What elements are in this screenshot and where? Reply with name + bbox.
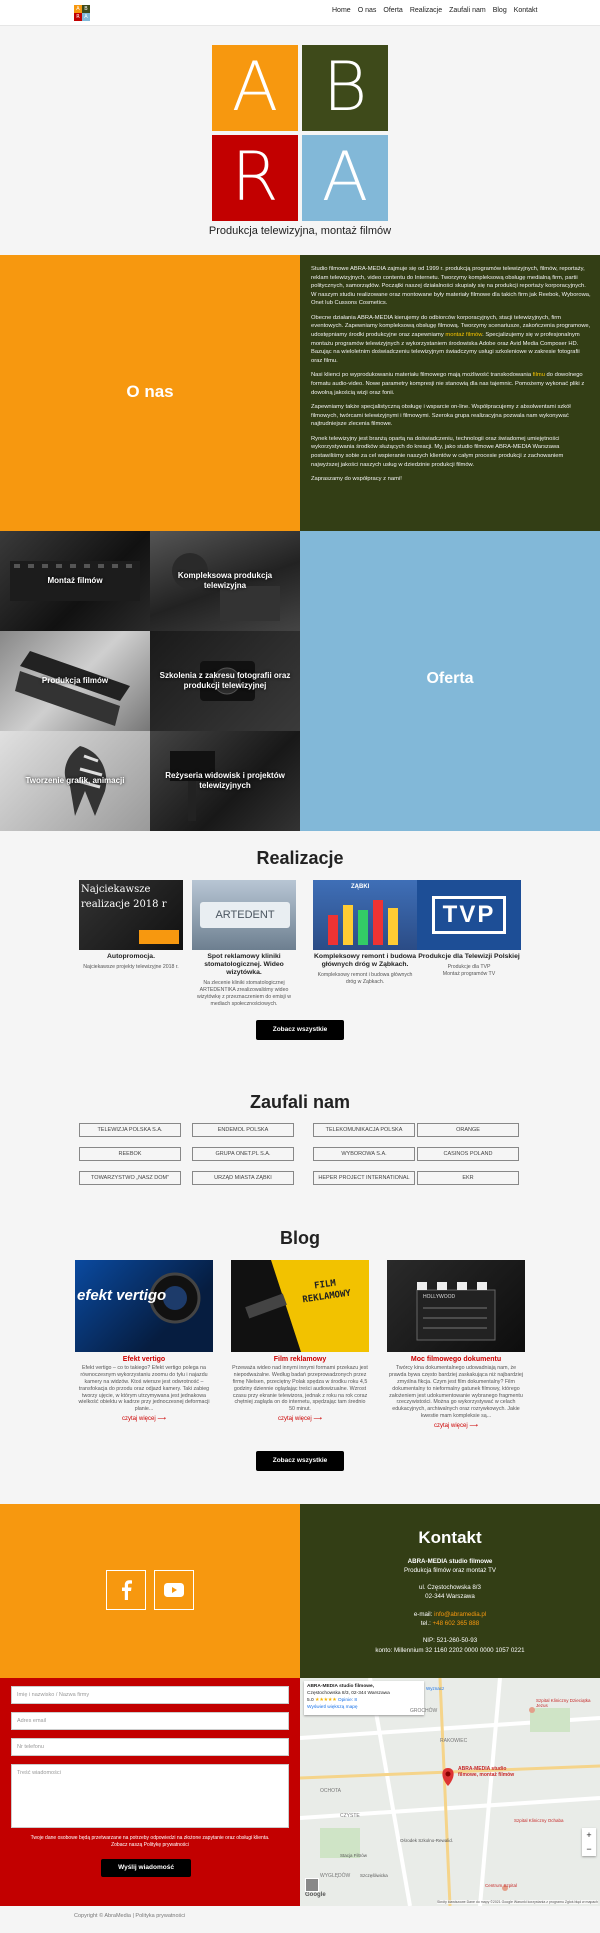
map-label: WYGLĘDÓW — [320, 1873, 351, 1879]
privacy-policy-link[interactable]: Zobacz naszą Politykę prywatności — [111, 1842, 189, 1848]
realizacja-desc: Najciekawsze projekty telewizyjne 2018 r. — [83, 964, 179, 971]
blog-post-title[interactable]: Moc filmowego dokumentu — [410, 1356, 502, 1363]
blog-post-excerpt: Twórcy kina dokumentalnego udowadniają nam, że prawda bywa często bardziej zaskakująca niż najbardziej zmyślna fikcja. Czym jest film dokumentalny? Film dokumentalny to nieformalny gatunek filmowy, którego założeniem jest udokumentowanie wybranego fragmentu rzeczywistości. Można go wykorzystywać w celach edukacyjnych, archiwalnych oraz rozrywkowych. Jakie kwestie mam kompleksie są... — [389, 1365, 523, 1420]
read-more-link[interactable]: czytaj więcej ⟶ — [434, 1423, 478, 1429]
onas-paragraph-4: Zapewniamy także specjalistyczną obsługę i wsparcie on-line. Współpracujemy z absolwentami szkół filmowych, twórcami telewizyjnymi i filmowymi. Szeroka grupa realizacyjna pozwala nam wykonywać najtrudniejsze zlecenia filmowe. — [311, 404, 571, 428]
blog-post-title[interactable]: Film reklamowy — [273, 1356, 327, 1363]
phone-row — [300, 1619, 600, 1628]
realizacja-image — [417, 880, 521, 950]
blog-image — [75, 1260, 213, 1352]
map-label: CZYSTE — [340, 1813, 360, 1819]
blog-image — [387, 1260, 525, 1352]
nav-item-oferta[interactable]: Oferta — [383, 7, 403, 14]
google-logo: Google — [305, 1892, 326, 1898]
facebook-icon — [119, 1580, 133, 1600]
onas-paragraph-6: Zapraszamy do współpracy z nami! — [311, 476, 402, 483]
oferta-tile-produkcja-tv[interactable] — [150, 531, 300, 631]
onas-p2-text-b: . Specjalizujemy się w profesjonalnym montażu programów telewizyjnych z wykorzystaniem środowiska Adobe oraz Avid Media Composer HD. Bazując na wieloletnim doświadczeniu telewizyjnym świadczymy usługi szkoleniowe w zakresie fotografii oraz filmu. — [311, 332, 580, 364]
realizacja-desc: Produkcje dla TVP Montaż programów TV — [442, 964, 496, 977]
map-card-title: ABRA-MEDIA studio filmowe, — [307, 1684, 374, 1689]
blog-see-all-button[interactable]: Zobacz wszystkie — [256, 1451, 344, 1471]
zaufali-title: Zaufali nam — [249, 1092, 351, 1112]
nav-logo[interactable] — [74, 5, 90, 22]
stars-icon: ★★★★★ — [315, 1697, 337, 1703]
map-rating-row — [307, 1698, 421, 1705]
read-more-link[interactable]: czytaj więcej ⟶ — [278, 1416, 322, 1423]
nav-item-o-nas[interactable]: O nas — [357, 7, 377, 14]
realizacja-image-text: Najciekawsze realizacje 2018 r — [81, 884, 167, 910]
realizacja-image — [79, 880, 183, 950]
map-label: Stacja Filtrów — [340, 1853, 368, 1858]
oferta-tile-grafika[interactable] — [0, 731, 150, 831]
kontakt-title: Kontakt — [418, 1528, 482, 1547]
map-label: OCHOTA — [320, 1788, 342, 1794]
blog-image — [231, 1260, 369, 1352]
onas-text — [311, 265, 591, 490]
zoom-in-icon[interactable]: + — [586, 1830, 592, 1840]
realizacje-title: Realizacje — [256, 848, 344, 868]
nav-item-realizacje[interactable]: Realizacje — [409, 7, 443, 14]
client-logo: TELEKOMUNIKACJA POLSKA — [313, 1123, 415, 1137]
youtube-icon — [164, 1583, 184, 1597]
footer-copyright: Copyright © AbraMedia | Polityka prywatności — [74, 1913, 186, 1919]
oferta-tile-label-montaz: Montaż filmów — [47, 576, 103, 586]
oferta-tile-szkolenia[interactable] — [150, 631, 300, 731]
address-city: 02-344 Warszawa — [425, 1593, 475, 1601]
blog-image-text: HOLLYWOOD — [423, 1294, 456, 1300]
realizacja-name: Autopromocja. — [107, 953, 155, 960]
filmu-link[interactable]: filmu — [532, 372, 545, 379]
realizacja-desc: Na zlecenie kliniki stomatologicznej ARTEDENTIKA zrealizowaliśmy wideo wizytówkę z przeznaczeniem do emisji w mediach społecznościowych. — [197, 980, 291, 1007]
bank-account: konto: Millennium 32 1160 2202 0000 0000 1057 0221 — [375, 1646, 525, 1654]
client-logo: REEBOK — [79, 1147, 181, 1161]
top-navbar — [0, 0, 600, 26]
client-logo: WYBOROWA S.A. — [313, 1147, 415, 1161]
consent-line: Twoje dane osobowe będą przetwarzane na potrzeby odpowiedzi na złożone zapytanie oraz obsługi klienta. — [30, 1835, 270, 1841]
oferta-tile-label-produkcja-tv: Kompleksowa produkcja telewizyjna — [177, 571, 273, 590]
map-directions-button[interactable]: Wyznacz — [426, 1686, 445, 1691]
name-input[interactable]: Imię i nazwisko / Nazwa firmy — [11, 1686, 289, 1704]
zabki-graphic — [313, 880, 417, 950]
onas-paragraph-3 — [311, 371, 591, 397]
company-name: ABRA-MEDIA studio filmowe — [407, 1557, 493, 1565]
oferta-tile-montaz[interactable] — [0, 531, 150, 631]
company-subtitle: Produkcja filmów oraz montaż TV — [403, 1566, 497, 1574]
email-link[interactable]: info@abramedia.pl — [434, 1610, 487, 1618]
nav-item-zaufali-nam[interactable]: Zaufali nam — [449, 7, 486, 14]
google-map[interactable] — [300, 1678, 600, 1906]
facebook-button[interactable] — [106, 1570, 146, 1610]
clapperboard-graphic — [387, 1260, 525, 1352]
send-message-button[interactable]: Wyślij wiadomość — [101, 1859, 191, 1877]
nav-item-blog[interactable]: Blog — [492, 7, 507, 14]
nip: NIP: 521-260-50-93 — [422, 1637, 478, 1645]
oferta-tile-label-grafika: Tworzenie grafik, animacji — [25, 776, 125, 786]
read-more-link[interactable]: czytaj więcej ⟶ — [122, 1416, 166, 1423]
hero-letter-b: B — [302, 45, 388, 131]
phone-input[interactable]: Nr telefonu — [11, 1738, 289, 1756]
map-larger-link[interactable]: Wyświetl większą mapę — [307, 1704, 358, 1710]
map-label: GROCHÓW — [410, 1708, 438, 1714]
nav-menu — [332, 7, 544, 14]
map-label: RAKOWIEC — [440, 1738, 468, 1744]
oferta-tile-label-produkcja-filmow: Produkcja filmów — [41, 676, 109, 686]
blog-image-text: FILM REKLAMOWY — [301, 1278, 352, 1305]
realizacja-image-text: ARTEDENT — [200, 902, 290, 928]
map-footer-note: Skróty klawiszowe Dane do mapy ©2021 Google Warunki korzystania z programu Zgłoś błąd w mapach — [437, 1900, 598, 1904]
oferta-tile-label-szkolenia: Szkolenia z zakresu fotografii oraz produkcji telewizyjnej — [159, 671, 291, 690]
client-logo: CASINOS POLAND — [417, 1147, 519, 1161]
client-logo: EKR — [417, 1171, 519, 1185]
montaz-filmow-link[interactable]: montaż filmów — [445, 332, 483, 339]
message-textarea[interactable]: Treść wiadomości — [11, 1764, 289, 1828]
realizacja-image — [313, 880, 417, 950]
map-label: Szpital Kliniczny Dzieciątka Jezus — [536, 1698, 591, 1708]
realizacja-desc: Kompleksowy remont i budowa głównych dróg w Ząbkach. — [317, 972, 413, 986]
consent-text — [20, 1835, 280, 1849]
badge-shape — [139, 930, 179, 944]
blog-card[interactable] — [231, 1260, 369, 1422]
map-zoom-controls[interactable] — [582, 1828, 596, 1856]
kontakt-social-panel — [0, 1504, 300, 1678]
nav-item-kontakt[interactable]: Kontakt — [513, 7, 538, 14]
client-logo: GRUPA ONET.PL S.A. — [192, 1147, 294, 1161]
logo-letter-b: B — [82, 5, 90, 13]
realizacje-see-all-button[interactable]: Zobacz wszystkie — [256, 1020, 344, 1040]
client-logo: ENDEMOL POLSKA — [192, 1123, 294, 1137]
oferta-tile-rezyseria[interactable] — [150, 731, 300, 831]
realizacja-name: Produkcje dla Telewizji Polskiej — [418, 953, 520, 960]
hero-letter-a: A — [212, 45, 298, 131]
map-rating: 5.0 — [307, 1697, 314, 1703]
map-reviews-link[interactable]: Opinie: 8 — [337, 1697, 358, 1703]
youtube-button[interactable] — [154, 1570, 194, 1610]
realizacja-card[interactable] — [192, 880, 296, 1007]
email-input[interactable]: Adres email — [11, 1712, 289, 1730]
map-card-address: Częstochowska 8/3, 02-344 Warszawa — [307, 1690, 390, 1696]
onas-p2-text: Obecne działania ABRA-MEDIA kierujemy do odbiorców korporacyjnych, stacji telewizyjnych, firm eventowych. Zapewniamy kompleksową obsługę filmową. Tworzymy scenariusze, zakończenia programowe, udostępniamy środki produkcyjne oraz zapewniamy — [311, 314, 591, 339]
blog-post-excerpt: Efekt vertigo – co to takiego? Efekt vertigo polega na równoczesnym wykorzystaniu zoomu do tyłu i najazdu kamery na widzów. Ktoś wiersze jest odwrotność – transfokacja do przodu oraz odjazd kamery. Taki zabieg tworzy ujęcie, w którym utrzymywana jest jednakowa wielkość obiektu w kadrze przy jednoczesnej deformacji planie... — [78, 1365, 210, 1413]
realizacja-image — [192, 880, 296, 950]
footer — [0, 1906, 600, 1933]
map-label: Szpital Kliniczny Ochaba — [514, 1818, 564, 1823]
address-street: ul. Częstochowska 8/3 — [419, 1584, 481, 1592]
map-pin-label: ABRA-MEDIA studio filmowe, montaż filmów — [458, 1766, 515, 1778]
email-row — [300, 1610, 600, 1619]
realizacja-card[interactable] — [313, 880, 417, 986]
onas-p3-text: Nasi klienci po wyprodukowaniu materiału filmowego mają możliwość transkodowania — [311, 372, 532, 379]
email-label: e-mail: — [413, 1610, 433, 1618]
hero-letter-a2: A — [302, 135, 388, 221]
onas-title: O nas — [126, 382, 174, 401]
realizacja-name: Kompleksowy remont i budowa głównych dróg w Ząbkach. — [314, 953, 416, 969]
hero-logo — [212, 45, 388, 221]
logo-letter-a: A — [74, 5, 82, 13]
logo-letter-r: R — [74, 13, 82, 21]
blog-card[interactable] — [387, 1260, 525, 1429]
onas-paragraph-2 — [311, 314, 591, 365]
realizacja-name: Spot reklamowy kliniki stomatologicznej. Wideo wizytówka. — [204, 953, 284, 977]
realizacja-image-text: ZĄBKI — [351, 884, 370, 890]
blog-card[interactable] — [75, 1260, 213, 1422]
nav-item-home[interactable]: Home — [332, 7, 351, 14]
camera-lens-graphic — [75, 1260, 213, 1352]
phone-link[interactable]: +48 602 365 888 — [432, 1619, 480, 1627]
satellite-toggle[interactable] — [305, 1878, 319, 1892]
blog-post-title[interactable]: Efekt vertigo — [122, 1356, 166, 1363]
kontakt-info — [300, 1525, 600, 1655]
onas-p3-text-b: do dowolnego formatu audio-video. Nowe parametry kompresji nie stanowią dla nas tajemnic. Pomożemy wykonać pliki z dowolną jakością wizji oraz fonii. — [311, 372, 585, 396]
client-logo: TELEWIZJA POLSKA S.A. — [79, 1123, 181, 1137]
blog-post-excerpt: Przeważa wideo nad innymi innymi formami przekazu jest niepodważalne. Według badań przeprowadzonych przez firmę Nielsen, przeciętny Polak spędza w środku roku 4,5 godziny dziennie oglądając treści audiowizualne. Wzrost czasu przy ekranie telewizora, jednak z roku na rok coraz chętniej zagląda on do internetu, spędzając tam średnio 50 minut. — [232, 1365, 368, 1413]
client-logo: HEPER PROJECT INTERNATIONAL — [313, 1171, 415, 1185]
oferta-title: Oferta — [426, 670, 474, 687]
phone-label: tel.: — [420, 1619, 431, 1627]
map-label: Ośrodek Szkolno-Rewalid. — [400, 1838, 454, 1843]
hero-letter-r: R — [212, 135, 298, 221]
onas-paragraph-5: Rynek telewizyjny jest branżą opartą na doświadczeniu, technologii oraz świadomej umiejętności wykorzystywania środków służących do kreacji. My, jako studio filmowe ABRA-MEDIA Warszawa postawiliśmy sobie za cel wspieranie naszych klientów w całym procesie produkcji z zachowaniem najwyższej jakości naszych usług w dziedzinie produkcji filmów. — [311, 435, 564, 468]
blog-image-text: efekt vertigo — [77, 1287, 167, 1304]
realizacja-card[interactable] — [417, 880, 521, 978]
client-logo: ORANGE — [417, 1123, 519, 1137]
oferta-tile-produkcja-filmow[interactable] — [0, 631, 150, 731]
onas-paragraph-1: Studio filmowe ABRA-MEDIA zajmuje się od 1999 r. produkcją programów telewizyjnych, filmów, reportaży, reklam telewizyjnych, video contentu do Internetu. Tworzymy kompleksową obsługę medialną firm, partii politycznych, samorządów. Początki naszej działalności skupiały się na produkcji reportaży korporacyjnych. W naszym studiu realizowane oraz montowane były materiały filmowe dla takich firm jak Reebok, Wyborowa, Onet lub Cussons Cosmetics. — [311, 266, 591, 307]
blog-title: Blog — [280, 1228, 320, 1248]
map-label: Szczęśliwicka — [360, 1873, 388, 1878]
client-logo: TOWARZYSTWO „NASZ DOM” — [79, 1171, 181, 1185]
client-logo: URZĄD MIASTA ZĄBKI — [192, 1171, 294, 1185]
realizacja-card[interactable] — [79, 880, 183, 971]
map-label: Centrum Szpital — [485, 1883, 518, 1888]
map-place-card — [304, 1681, 424, 1715]
zoom-out-icon[interactable]: − — [586, 1844, 592, 1854]
tvp-logo: TVP — [432, 896, 507, 934]
hero-tagline: Produkcja telewizyjna, montaż filmów — [208, 225, 392, 237]
oferta-tile-label-rezyseria: Reżyseria widowisk i projektów telewizyjnych — [165, 771, 285, 790]
logo-letter-a2: A — [82, 13, 90, 21]
